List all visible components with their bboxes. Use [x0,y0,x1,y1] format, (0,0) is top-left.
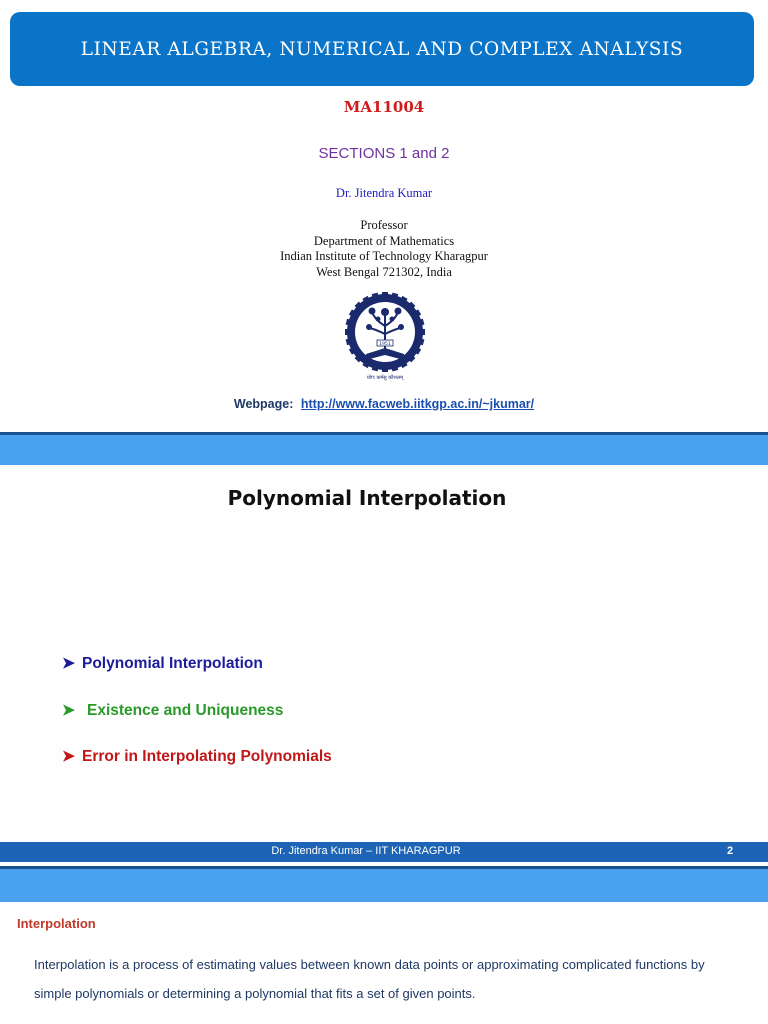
body-paragraph: Interpolation is a process of estimating values between known data points or approximating complicated functions by simple polynomials or determining a polynomial that fits a set of given points. [34,957,705,1001]
webpage-line [0,397,768,411]
arrow-bullet-icon: ➤ [62,655,75,672]
outline-item [62,701,283,720]
author-name: Dr. Jitendra Kumar [335,186,433,200]
slide-title: Polynomial Interpolation [227,486,507,510]
section-heading: Interpolation [17,916,96,931]
outline-item [62,747,332,766]
content-slide [0,902,768,1024]
outline-slide [0,468,768,840]
footer-text: Dr. Jitendra Kumar – IIT KHARAGPUR [271,845,461,857]
arrow-bullet-icon: ➤ [62,748,75,765]
affiliation-line: Professor [360,218,408,232]
outline-item [62,654,263,673]
webpage-label: Webpage: [233,397,294,411]
logo-motto: योगः कर्मसु कौशलम् [366,375,404,381]
affiliation-line: Department of Mathematics [313,233,455,248]
arrow-bullet-icon: ➤ [62,702,75,719]
course-code: MA11004 [343,98,425,116]
slide-footer [0,842,768,862]
slide-separator [0,866,768,902]
title-banner [10,12,754,86]
title-slide [0,0,768,432]
logo-year: 1951 [379,342,391,347]
slide-separator [0,432,768,465]
webpage-link[interactable]: http://www.facweb.iitkgp.ac.in/~jkumar/ [300,397,535,411]
sections-label: SECTIONS 1 and 2 [318,145,450,162]
affiliation-line: Indian Institute of Technology Kharagpur [280,249,488,263]
affiliation-line: West Bengal 721302, India [316,264,452,279]
course-title: LINEAR ALGEBRA, NUMERICAL AND COMPLEX ANALYSIS [80,38,684,60]
outline-item-label: Polynomial Interpolation [82,655,263,672]
page-number: 2 [727,845,734,857]
affiliation-block [0,218,768,280]
iit-kharagpur-emblem-icon [342,292,428,382]
outline-item-label: Error in Interpolating Polynomials [82,748,332,765]
outline-item-label: Existence and Uniqueness [87,702,284,719]
